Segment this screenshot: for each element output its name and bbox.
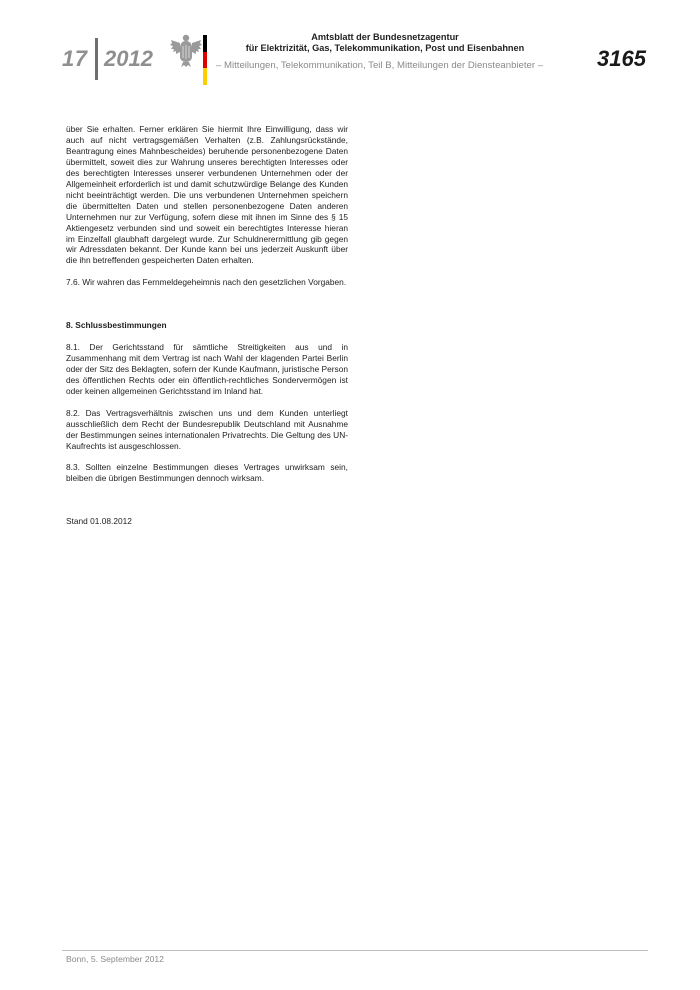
gazette-title: [220, 32, 550, 54]
paragraph-continued: über Sie erhalten. Ferner erklären Sie hiermit Ihre Einwilligung, dass wir auch auf nicht vertragsgemäßen Verhalten (z.B. Zahlungsrückstände, Beantragung eines Mahnbescheides) beruhende personenbezogene Daten übermittelt, soweit dies zur Wahrung unseres berechtigten Interesses oder des berechtigten Interesses unserer verbundenen Unternehmen oder der Allgemeinheit erforderlich ist und damit schutzwürdige Belange des Kunden nicht beeinträchtigt werden. Die uns verbundenen Unternehmen speichern die übermittelten Daten und stellen personenbezogene Daten anderen Unternehmen nur zur Verfügung, sofern diese mit ihnen im Sinne des § 15 Aktiengesetz verbunden sind und soweit ein berechtigtes Interesse hieran im Einzelfall glaubhaft dargelegt wurde. Zur Schuldnerermittlung gib gegen wir Adressdaten bekannt. Der Kunde kann bei uns jederzeit Auskunft über die ihn betreffenden gespeicherten Daten erhalten.: [66, 124, 348, 266]
gazette-title-line1: Amtsblatt der Bundesnetzagentur: [311, 32, 459, 42]
text-column: [66, 124, 348, 538]
flag-bar: [203, 35, 207, 85]
gazette-subtitle: – Mitteilungen, Telekommunikation, Teil B, Mitteilungen der Diensteanbieter –: [216, 60, 544, 71]
paragraph-8-2: 8.2. Das Vertragsverhältnis zwischen uns und dem Kunden unterliegt ausschließlich dem Recht der Bundesrepublik Deutschland mit Ausnahme der Bestimmungen seines internationalen Privatrechts. Die Geltung des UN-Kaufrechts ist ausgeschlossen.: [66, 407, 348, 451]
issue-number: 17: [62, 46, 88, 71]
flag-stripe-gold: [203, 68, 207, 85]
issue-year: 2012: [104, 46, 153, 71]
flag-stripe-black: [203, 35, 207, 52]
footer-divider: [62, 950, 648, 951]
section-8-heading: 8. Schlussbestimmungen: [66, 320, 167, 331]
issue-divider: [95, 38, 98, 80]
federal-eagle-icon: [170, 32, 202, 68]
paragraph-8-1: 8.1. Der Gerichtsstand für sämtliche Streitigkeiten aus und in Zusammenhang mit dem Vertrag ist nach Wahl der klagenden Partei Berlin oder der Sitz des Beklagten, sofern der Kunde Kaufmann, juristische Person des öffentlichen Rechts oder ein öffentlich-rechtliches Sondervermögen ist oder keinen allgemeinen Gerichtsstand im Inland hat.: [66, 342, 348, 396]
paragraph-8-3: 8.3. Sollten einzelne Bestimmungen dieses Vertrages unwirksam sein, bleiben die übrigen Bestimmungen dennoch wirksam.: [66, 462, 348, 484]
flag-stripe-red: [203, 52, 207, 69]
gazette-title-line2: für Elektrizität, Gas, Telekommunikation, Post und Eisenbahnen: [245, 43, 525, 53]
page-number: 3165: [597, 46, 646, 71]
footer-place-date: Bonn, 5. September 2012: [66, 954, 164, 964]
paragraph-7-6: 7.6. Wir wahren das Fernmeldegeheimnis nach den gesetzlichen Vorgaben.: [66, 277, 347, 288]
stand-date: Stand 01.08.2012: [66, 516, 132, 527]
